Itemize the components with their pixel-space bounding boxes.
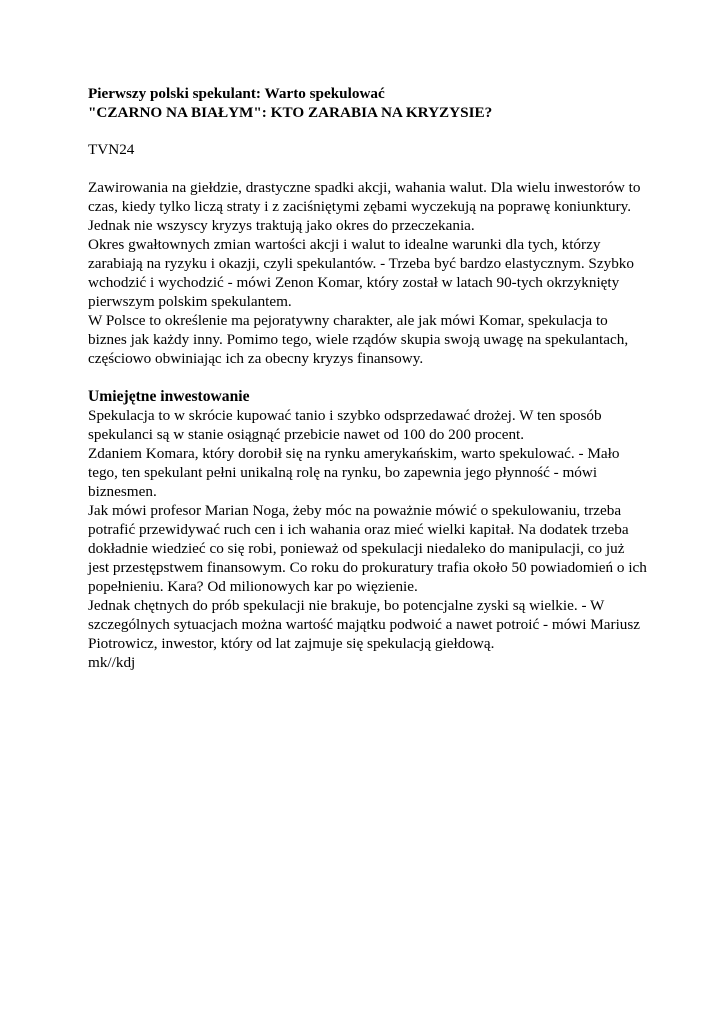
paragraph-3: W Polsce to określenie ma pejoratywny charakter, ale jak mówi Komar, spekulacja to biznes jak każdy inny. Pomimo tego, wiele rządów skupia swoją uwagę na spekulantach, częściowo obwiniając ich za obecny kryzys finansowy. <box>88 312 629 367</box>
document-page <box>88 84 648 672</box>
source-label: TVN24 <box>88 141 135 158</box>
author-signature: mk//kdj <box>88 654 136 671</box>
title-line-1: Pierwszy polski spekulant: Warto spekulować <box>88 85 385 102</box>
section-paragraph-2: Zdaniem Komara, który dorobił się na rynku amerykańskim, warto spekulować. - Mało tego, ten spekulant pełni unikalną rolę na rynku, bo zapewnia jego płynność - mówi biznesmen. <box>88 445 620 500</box>
section-paragraph-4: Jednak chętnych do prób spekulacji nie brakuje, bo potencjalne zyski są wielkie. - W szczególnych sytuacjach można wartość majątku podwoić a nawet potroić - mówi Mariusz Piotrowicz, inwestor, który od lat zajmuje się spekulacją giełdową. <box>88 597 641 652</box>
section-paragraph-3: Jak mówi profesor Marian Noga, żeby móc na poważnie mówić o spekulowaniu, trzeba potrafić przewidywać ruch cen i ich wahania oraz mieć wielki kapitał. Na dodatek trzeba dokładnie wiedzieć co się robi, ponieważ od spekulacji niedaleko do manipulacji, co już jest przestępstwem finansowym. Co roku do prokuratury trafia około 50 powiadomień o ich popełnieniu. Kara? Od milionowych kar po więzienie. <box>88 502 647 595</box>
section-heading: Umiejętne inwestowanie <box>88 388 250 405</box>
intro-paragraph-2: Okres gwałtownych zmian wartości akcji i walut to idealne warunki dla tych, którzy zarabiają na ryzyku i okazji, czyli spekulantów. - Trzeba być bardzo elastycznym. Szybko wchodzić i wychodzić - mówi Zenon Komar, który został w latach 90-tych okrzyknięty pierwszym polskim spekulantem. <box>88 236 634 310</box>
article-title <box>88 84 648 122</box>
title-line-2: "CZARNO NA BIAŁYM": KTO ZARABIA NA KRYZYSIE? <box>88 104 493 121</box>
intro-block <box>88 178 648 311</box>
intro-paragraph-1: Zawirowania na giełdzie, drastyczne spadki akcji, wahania walut. Dla wielu inwestorów to czas, kiedy tylko liczą straty i z zaciśniętymi zębami wyczekują na poprawę koniunktury. Jednak nie wszyscy kryzys traktują jako okres do przeczekania. <box>88 179 641 234</box>
section-paragraph-1: Spekulacja to w skrócie kupować tanio i szybko odsprzedawać drożej. W ten sposób spekulanci są w stanie osiągnąć przebicie nawet od 100 do 200 procent. <box>88 407 602 443</box>
